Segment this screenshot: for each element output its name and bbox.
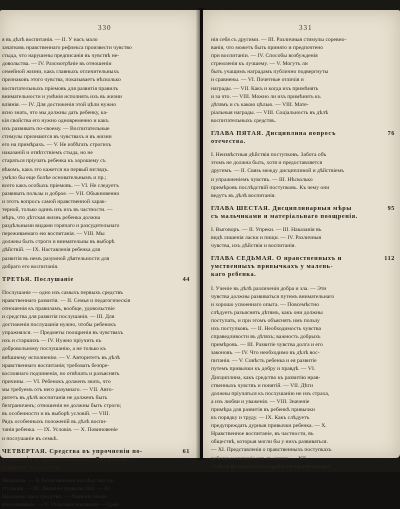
chapter-heading — [211, 205, 395, 213]
text-line — [211, 446, 395, 454]
text-line — [2, 263, 190, 271]
line-text: вліянія. — IV. Для достиженія этой цѣли нужно — [2, 101, 116, 108]
text-line — [2, 305, 190, 313]
line-text: къ порядку и труду. — IX. Какъ слѣдуетъ — [211, 415, 310, 422]
chapter-title: отечества. — [211, 138, 246, 146]
line-text: путемъ привычки къ добру и правдѣ. — VI. — [211, 366, 316, 373]
chapter-title: ГЛАВА СЕДЬМАЯ. О нравственныхъ и — [211, 255, 342, 263]
text-line — [211, 293, 395, 301]
text-line — [2, 222, 190, 230]
line-text: добраго его воспитанія. — [2, 263, 59, 270]
text-line — [211, 192, 395, 200]
text-line — [211, 349, 395, 357]
text-line — [211, 398, 395, 406]
text-line — [211, 101, 395, 109]
line-text: вѣкомъ, какъ это кажется на первый взглядъ. — [2, 166, 109, 173]
text-line — [211, 159, 395, 167]
line-text: стремленія къ лучшему. — V. Могутъ ли — [211, 61, 308, 68]
text-line — [2, 354, 190, 362]
line-text: ведутъ въ дѣлѣ воспитанія. — [211, 192, 276, 199]
line-text: а изъ любви и уваженія. — VIII. Значеніе — [211, 398, 310, 405]
text-line — [211, 52, 395, 60]
line-text: быть учащимъ наградамъ публично подвергнуты — [211, 69, 329, 76]
text-line — [2, 255, 190, 263]
chapter-heading — [211, 213, 395, 221]
left-page — [0, 10, 200, 509]
chapter-heading — [211, 130, 395, 138]
text-line — [2, 386, 190, 394]
line-text: танія ребенка. — IX. Условія. — X. Повиновеніе — [2, 427, 118, 434]
line-text: стимулы признаются въ чувствахъ и въ жизни — [2, 134, 112, 141]
text-line — [2, 109, 190, 117]
line-text: признаковъ этого чувства, показываетъ нѣсколько — [2, 77, 121, 84]
line-text: должны быть строги и внимательны въ выборѣ — [2, 239, 115, 246]
text-line — [211, 333, 395, 341]
line-text: Дисциплина, какъ средство къ развитію нрав- — [211, 374, 321, 381]
line-text: должны пріучаться къ послушанію не изъ страха, — [211, 390, 330, 397]
text-line — [211, 93, 395, 101]
text-line — [2, 76, 190, 84]
right-page-text — [211, 36, 395, 471]
line-text: примѣровъ. — III. Развитіе чувства долга и его — [211, 342, 323, 349]
line-text: наказаній и отвѣтствіемъ стыда, но не — [2, 150, 93, 157]
line-text: воспитательныхъ средствъ. — [211, 117, 277, 124]
chapter-page-number: 76 — [387, 130, 395, 138]
line-text: Изолированіе. — V. Тѣлесныя наказанія — Срав- — [2, 502, 120, 509]
text-line — [2, 485, 190, 493]
line-text: ственныхъ чувствъ и понятій. — VII. Дѣти — [211, 382, 313, 389]
text-line — [211, 301, 395, 309]
text-line — [211, 317, 395, 325]
text-line — [2, 206, 190, 214]
line-text: питанія. — V. Совѣсть ребенка и ея развитіе — [211, 358, 317, 365]
text-line — [211, 36, 395, 44]
line-text: обществѣ, которыя могли бы у нихъ развиваться. — [211, 439, 328, 446]
text-line — [2, 435, 190, 443]
line-text: и этотъ вопросъ самой нравственной харак- — [2, 198, 107, 205]
text-line — [2, 190, 190, 198]
line-text: причины. — VI. Ребенокъ долженъ знать, что — [2, 378, 111, 385]
line-text: ріальныя награды. — VIII. Соціальность въ дѣлѣ — [211, 109, 329, 116]
line-text: раздѣльными видами горячаго и разсудительнаго — [2, 223, 120, 230]
line-text: дѣтямъ и съ какою цѣлью. — VIII. Мате- — [211, 101, 309, 108]
text-line — [2, 230, 190, 238]
text-line — [2, 36, 190, 44]
text-line — [211, 76, 395, 84]
text-line — [2, 214, 190, 222]
line-text: Наказаніе, какъ средство. — Лишеніе пищи. — [2, 494, 108, 501]
line-text: нравственнаго развитія. — II. Семья и педагогическія — [2, 297, 131, 304]
text-line — [211, 109, 395, 117]
line-text: ясно знать, что мы должны дать ребенку, ка- — [2, 109, 108, 116]
line-text: стыда, что нарушены предписанія въ чувствѣ не- — [2, 53, 120, 60]
text-line — [2, 182, 190, 190]
page-number-left: 330 — [98, 24, 112, 32]
line-text: достиженія послушанія нужно, чтобы ребенокъ — [2, 322, 116, 329]
line-text: законовъ. — IV. Что необходимо въ дѣлѣ вос- — [211, 350, 320, 357]
text-line — [2, 101, 190, 109]
chapter-heading — [211, 263, 395, 271]
text-line — [2, 44, 190, 52]
text-line — [211, 414, 395, 422]
line-text: кословнаго подчиненія, но отвѣчать и разъяснять — [2, 370, 120, 377]
line-text: I. Неизвѣстныя дѣйствія поступковъ. Забота объ — [211, 152, 327, 159]
line-text: семейной жизни, какъ главныхъ отличительныхъ — [2, 69, 119, 76]
text-line — [211, 430, 395, 438]
text-line — [211, 438, 395, 446]
text-line — [211, 422, 395, 430]
line-text: примѣра для развитія въ ребенкѣ привычки — [211, 406, 315, 413]
text-line — [2, 52, 190, 60]
text-line — [211, 176, 395, 184]
text-line — [2, 370, 190, 378]
text-line — [2, 313, 190, 321]
chapter-title: ГЛАВА ШЕСТАЯ. Дисциплинарныя мѣры — [211, 204, 352, 212]
text-line — [211, 151, 395, 159]
line-text: ихъ и старшихъ — IV. Нужно пріучить къ — [2, 338, 102, 345]
text-line — [2, 410, 190, 418]
chapter-heading — [2, 464, 190, 472]
chapter-title: съ мальчиками и матеріальнаго поощренія. — [211, 212, 358, 220]
chapter-title: каго ребенка. — [211, 271, 257, 279]
text-line — [2, 60, 190, 68]
line-text: внѣшнему исполненію. — V. Авторитетъ въ дѣлѣ — [2, 354, 120, 361]
text-line — [2, 493, 190, 501]
text-line — [2, 402, 190, 410]
text-line — [211, 242, 395, 250]
line-text: Совѣты въ сущности съ крайне незначительными — [211, 463, 330, 470]
text-line — [2, 198, 190, 206]
text-line — [2, 85, 190, 93]
line-text: Послушаніе — одно изъ самыхъ первыхъ средствъ — [2, 289, 123, 296]
line-text: и средства для развитія послушанія. — III. Для — [2, 314, 115, 321]
line-text: въ особенности и въ выборѣ условій. — VIII. — [2, 411, 110, 418]
text-line — [2, 133, 190, 141]
chapter-title: нарныя средства. — [2, 463, 61, 471]
text-line — [2, 426, 190, 434]
chapter-page-number: 112 — [384, 255, 395, 263]
text-line — [2, 141, 190, 149]
chapter-title: ЧЕТВЕРТАЯ. Средства въ упрочненіи по- — [2, 447, 143, 455]
line-text: ритетъ въ дѣлѣ воспитанія не долженъ быть — [2, 395, 108, 402]
text-line — [211, 463, 395, 471]
line-text: ихъ поступковъ. — II. Необходимость чувства — [211, 326, 321, 332]
chapter-heading — [2, 276, 190, 284]
text-line — [211, 390, 395, 398]
text-line — [2, 362, 190, 370]
text-line — [2, 378, 190, 386]
text-line — [2, 501, 190, 509]
line-text: ванія, что можетъ быть принято и предпочтено — [211, 45, 324, 52]
line-text: ихъ развивать по-своему. — Воспитательные — [2, 126, 110, 133]
line-text: добровольному послушанію, а не только къ — [2, 346, 106, 353]
line-text: всего какъ особыхъ пріемовъ. — VI. Не следуетъ — [2, 182, 119, 189]
line-text: предупреждать дурныя привычки ребенка. — X. — [211, 423, 327, 430]
line-text: кія свойства его нужно одновременно и какъ — [2, 117, 109, 124]
line-text: награды. — VII. Какъ и когда ихъ примѣнять — [211, 85, 319, 92]
line-text: справедливости въ дѣтяхъ; важность добрыхъ — [211, 334, 321, 341]
chapter-title: ГЛАВА ПЯТАЯ. Дисциплина вопросъ — [211, 130, 336, 138]
line-text: Рядъ особенныхъ положеній въ дѣлѣ воспи- — [2, 419, 107, 426]
page-number-right: 331 — [299, 24, 313, 32]
line-text: при воспитаніи. — IV. Способы возбужденія — [211, 53, 318, 60]
text-line — [2, 297, 190, 305]
line-text: развивать пользы и доброе. — VII. Обыкновенно — [2, 190, 120, 197]
line-text: безграниченъ; отношенія не должны быть строги; — [2, 403, 122, 410]
text-line — [211, 365, 395, 373]
line-text: I. Ученіе въ дѣлѣ различенія добра и зла. — Эти — [211, 285, 327, 292]
line-text: упражнялся. — Предметы поощренія въ чувствахъ — [2, 330, 124, 337]
left-page-text — [2, 36, 190, 509]
chapter-title: умственныхъ привычкахъ у малень- — [211, 263, 334, 271]
line-text: и сравнены. — VI. Почетные отличія и — [211, 77, 304, 84]
line-text: I. Выговоръ. — II. Упреки. — III. Наказанія въ — [211, 226, 322, 233]
chapter-heading — [211, 271, 395, 279]
text-line — [211, 325, 395, 333]
line-text: примѣровъ послѣдствій поступковъ. Къ чему они — [211, 184, 330, 191]
line-text: другимъ. — II. Связь между дисциплиной и дѣйствіемъ — [211, 168, 344, 175]
line-text: довольства. — IV. Разсмотрѣніе въ отношеніи — [2, 61, 112, 68]
chapter-heading — [211, 255, 395, 263]
text-line — [211, 357, 395, 365]
text-line — [211, 85, 395, 93]
line-text: мы требуемъ отъ него разумнаго. — VII. Авто- — [2, 386, 114, 393]
line-text: нія себя съ другими. — III. Различныя стимулы соревно- — [211, 37, 347, 43]
line-text: — XI. Представленія о правственныхъ поступкахъ — [211, 447, 332, 454]
text-line — [2, 157, 190, 165]
line-text: чувства должны развиваться путемъ внимательнаго — [211, 293, 335, 300]
text-line — [211, 341, 395, 349]
line-text: умѣло бы еще болѣе основательнымъ и пр.; — [2, 174, 107, 181]
text-line — [211, 117, 395, 125]
text-line — [2, 321, 190, 329]
line-text: я въ дѣлѣ воспитанія. — II. У насъ мало — [2, 37, 98, 43]
line-text: терной, только одинъ изъ ихъ въ частности. — — [2, 206, 113, 213]
line-text: ступковъ. — III. Лишеніе удовольствій. — IV. — [2, 485, 111, 492]
line-text: слѣдуетъ разъяснять дѣтямъ, какъ они должны — [211, 309, 323, 316]
text-line — [2, 166, 190, 174]
chapter-page-number: 44 — [182, 275, 190, 283]
line-text: Нравственное воспитаніе, въ частности, въ — [211, 431, 314, 438]
text-line — [211, 44, 395, 52]
line-text: видѣ лишенія ласки и пищи. — IV. Различныя — [211, 235, 322, 242]
text-line — [2, 337, 190, 345]
line-text: и за что. — VIII. Можно ли ихъ примѣнить къ — [211, 93, 321, 100]
line-text: зачатковъ нравственнаго рефлекса произвести чувство — [2, 45, 132, 52]
line-text: ребенка и значеніе ихъ въ жизни. — XII. — [211, 455, 308, 462]
text-line — [2, 174, 190, 182]
text-line — [211, 60, 395, 68]
text-line — [2, 418, 190, 426]
text-line — [2, 345, 190, 353]
text-line — [2, 394, 190, 402]
line-text: отношенія къ правиламъ, вообще, удовольствіе — [2, 306, 115, 312]
right-page — [203, 10, 400, 470]
text-line — [2, 289, 190, 297]
chapter-title: слушанія и нравственнаго. Дисципли- — [2, 455, 131, 463]
text-line — [2, 477, 190, 485]
text-line — [211, 455, 395, 463]
chapter-heading — [2, 448, 190, 456]
line-text: мѣръ, что дѣтская жизнь ребенка должна — [2, 215, 101, 222]
line-text: поступать, и при этомъ объяснять имъ пользу — [211, 317, 320, 324]
text-line — [211, 374, 395, 382]
line-text: стараться пріучать ребенка къ хорошему съ — [2, 158, 106, 165]
text-line — [211, 309, 395, 317]
line-text: развитія въ немъ разумной дѣятельности для — [2, 255, 110, 262]
text-line — [211, 167, 395, 175]
text-line — [211, 406, 395, 414]
line-text: и хорошо усвоеннаго опыта. — Повсемѣстно — [211, 301, 320, 308]
text-line — [2, 149, 190, 157]
chapter-page-number: 95 — [387, 204, 395, 212]
text-line — [2, 93, 190, 101]
text-line — [211, 382, 395, 390]
text-line — [2, 68, 190, 76]
text-line — [211, 226, 395, 234]
text-line — [2, 238, 190, 246]
chapter-heading — [2, 456, 190, 464]
text-line — [2, 329, 190, 337]
line-text: чувства, ихъ дѣйствія и воспитанія. — [211, 243, 296, 250]
line-text: дѣйствій. — IX. Наставленія ребенка для — [2, 247, 101, 254]
text-line — [211, 234, 395, 242]
line-text: и послушаніе въ семьѣ. — [2, 435, 58, 442]
line-text: этомъ не должна быть, хотя и предоставляется — [211, 160, 323, 167]
text-line — [211, 285, 395, 293]
text-line — [2, 117, 190, 125]
line-text: и упражненіемъ чувствъ. — III. Нѣсколько — [211, 176, 313, 183]
text-line — [2, 246, 190, 254]
text-line — [2, 125, 190, 133]
chapter-page-number: 61 — [182, 447, 190, 455]
chapter-title: ТРЕТЬЯ. Послушаніе — [2, 275, 74, 283]
line-text: Наказанія. — II. Естественныя послѣдствія по- — [2, 477, 115, 484]
chapter-heading — [211, 138, 395, 146]
line-text: внимательности и умѣнія исполнять ихъ въ жизни — [2, 93, 122, 100]
line-text: нравственнаго воспитанія; требовать безпре- — [2, 362, 110, 369]
line-text: его на примѣрахъ. — V. Не избѣгать строгихъ — [2, 142, 112, 149]
text-line — [211, 184, 395, 192]
line-text: переживаемаго ею воспитанія. — VIII. Мы — [2, 231, 105, 238]
line-text: воспитательныхъ пріемовъ для развитія правилъ — [2, 85, 119, 92]
text-line — [211, 68, 395, 76]
